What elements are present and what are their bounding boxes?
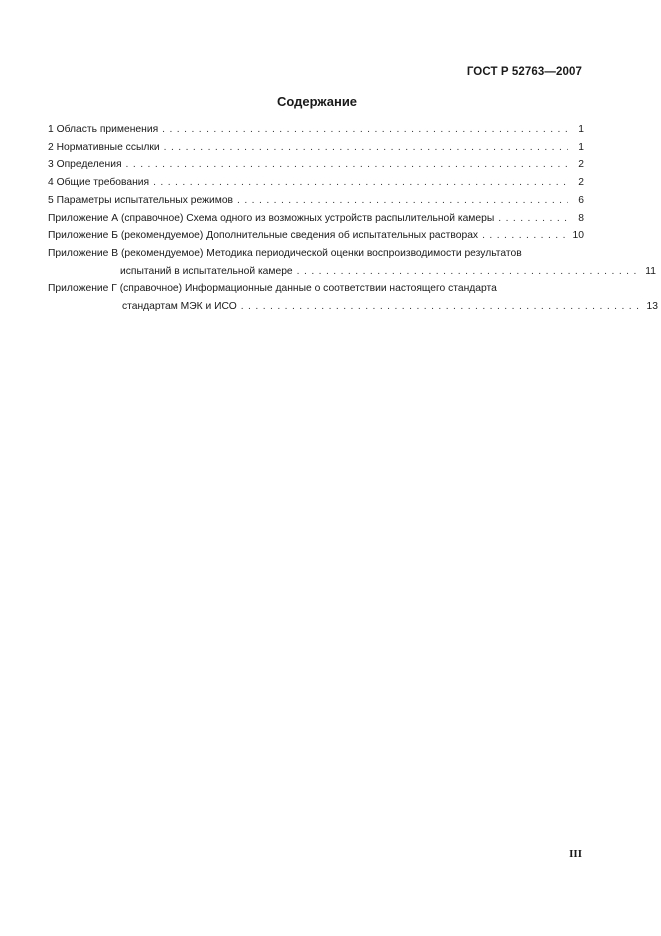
toc-entry-page: 8 (578, 212, 584, 224)
toc-entry-annex-v[interactable] (48, 245, 656, 280)
toc-entry-label: 1 Область применения (48, 124, 159, 135)
toc-entry-label: 5 Параметры испытательных режимов (48, 194, 234, 206)
toc-leader-dots (237, 298, 642, 316)
toc-leader-dots (122, 156, 568, 174)
toc-entry-page: 13 (646, 301, 658, 313)
toc-leader-dots (293, 263, 640, 281)
toc-entry-label: Приложение Б (рекомендуемое) Дополнительные сведения об испытательных растворах (48, 230, 479, 242)
toc-leader-dots (478, 227, 568, 245)
toc-entry-page: 1 (578, 141, 584, 153)
toc-entry-page: 6 (578, 194, 584, 206)
toc-entry-label-continued: стандартам МЭК и ИСО (122, 301, 237, 313)
toc-entry-label: 4 Общие требования (48, 177, 150, 189)
toc-leader-dots (494, 210, 568, 228)
toc-entry-1[interactable] (48, 121, 584, 139)
toc-leader-dots (149, 174, 568, 192)
toc-entry-annex-g[interactable] (48, 280, 658, 315)
toc-entry-label-continued: испытаний в испытательной камере (120, 265, 293, 277)
toc-entry-4[interactable] (48, 174, 584, 192)
toc-entry-5[interactable] (48, 192, 584, 210)
table-of-contents (48, 121, 658, 316)
toc-entry-page: 2 (578, 159, 584, 171)
toc-entry-label: 2 Нормативные ссылки (48, 141, 160, 153)
toc-entry-annex-a[interactable] (48, 210, 584, 228)
toc-entry-page: 2 (578, 177, 584, 189)
toc-entry-label: Приложение Г (справочное) Информационные данные о соответствии настоящего стандарта (48, 283, 497, 295)
toc-entry-page: 10 (572, 230, 584, 242)
document-code: ГОСТ Р 52763—2007 (466, 66, 582, 78)
toc-leader-dots (158, 121, 568, 139)
toc-entry-label: Приложение В (рекомендуемое) Методика периодической оценки воспроизводимости результатов (48, 247, 522, 259)
toc-entry-label: 3 Определения (48, 159, 122, 171)
page-number: III (569, 848, 582, 860)
toc-leader-dots (233, 192, 568, 210)
toc-entry-page: 1 (578, 124, 584, 135)
toc-entry-page: 11 (645, 265, 656, 277)
toc-entry-3[interactable] (48, 156, 584, 174)
toc-leader-dots (160, 139, 568, 157)
toc-entry-annex-b[interactable] (48, 227, 584, 245)
toc-title: Содержание (276, 94, 358, 109)
toc-entry-2[interactable] (48, 139, 584, 157)
toc-entry-label: Приложение А (справочное) Схема одного из возможных устройств распылительной камеры (48, 212, 495, 224)
